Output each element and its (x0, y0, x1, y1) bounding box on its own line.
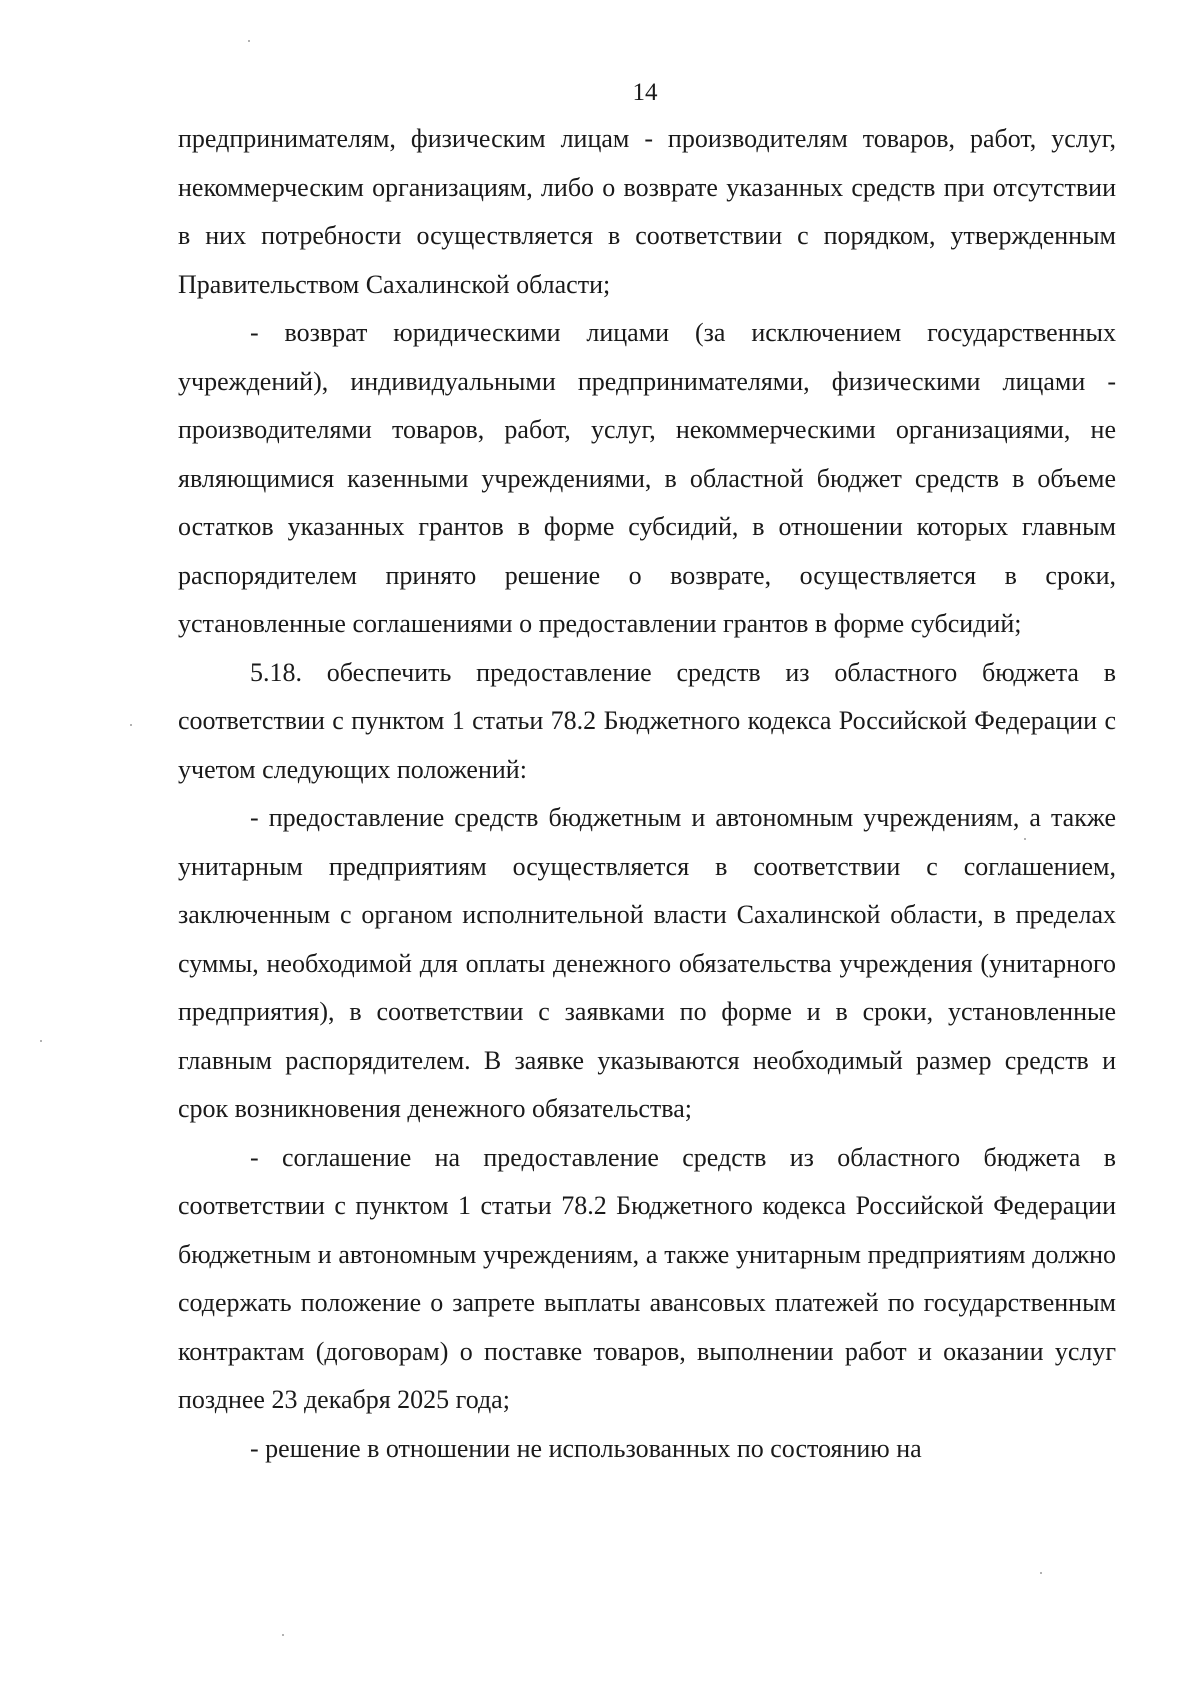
scan-speck (1040, 1572, 1042, 1574)
paragraph-1: предпринимателям, физическим лицам - производителям товаров, работ, услуг, некоммерческим организациям, либо о возврате указанных средств при отсутствии в них потребности осуществляется в соответствии с порядком, утвержденным Правительством Сахалинской области; (178, 124, 1116, 299)
paragraph-4: - предоставление средств бюджетным и автономным учреждениям, а также унитарным предприятиям осуществляется в соответствии с соглашением, заключенным с органом исполнительной власти Сахалинской области, в пределах суммы, необходимой для оплаты денежного обязательства учреждения (унитарного предприятия), в соответствии с заявками по форме и в сроки, установленные главным распорядителем. В заявке указываются необходимый размер средств и срок возникновения денежного обязательства; (178, 803, 1116, 1123)
paragraph-3: 5.18. обеспечить предоставление средств из областного бюджета в соответствии с пунктом 1 статьи 78.2 Бюджетного кодекса Российской Федерации с учетом следующих положений: (178, 657, 1116, 784)
scan-speck (40, 1040, 42, 1042)
paragraph-2: - возврат юридическими лицами (за исключением государственных учреждений), индивидуальными предпринимателями, физическими лицами - производителями товаров, работ, услуг, некоммерческими организациями, не являющимися казенными учреждениями, в областной бюджет средств в объеме остатков указанных грантов в форме субсидий, в отношении которых главным распорядителем принято решение о возврате, осуществляется в сроки, установленные соглашениями о предоставлении грантов в форме субсидий; (178, 318, 1116, 638)
page-number: 14 (632, 79, 658, 106)
scan-speck (282, 1634, 284, 1636)
paragraph-5: - соглашение на предоставление средств из областного бюджета в соответствии с пунктом 1 статьи 78.2 Бюджетного кодекса Российской Федерации бюджетным и автономным учреждениям, а также унитарным предприятиям должно содержать положение о запрете выплаты авансовых платежей по государственным контрактам (договорам) о поставке товаров, выполнении работ и оказании услуг позднее 23 декабря 2025 года; (178, 1142, 1116, 1414)
scan-speck (248, 40, 250, 42)
scan-speck (1024, 838, 1026, 840)
paragraph-6: - решение в отношении не использованных по состоянию на (250, 1433, 922, 1463)
scan-speck (130, 724, 132, 726)
document-body (178, 115, 1116, 1473)
